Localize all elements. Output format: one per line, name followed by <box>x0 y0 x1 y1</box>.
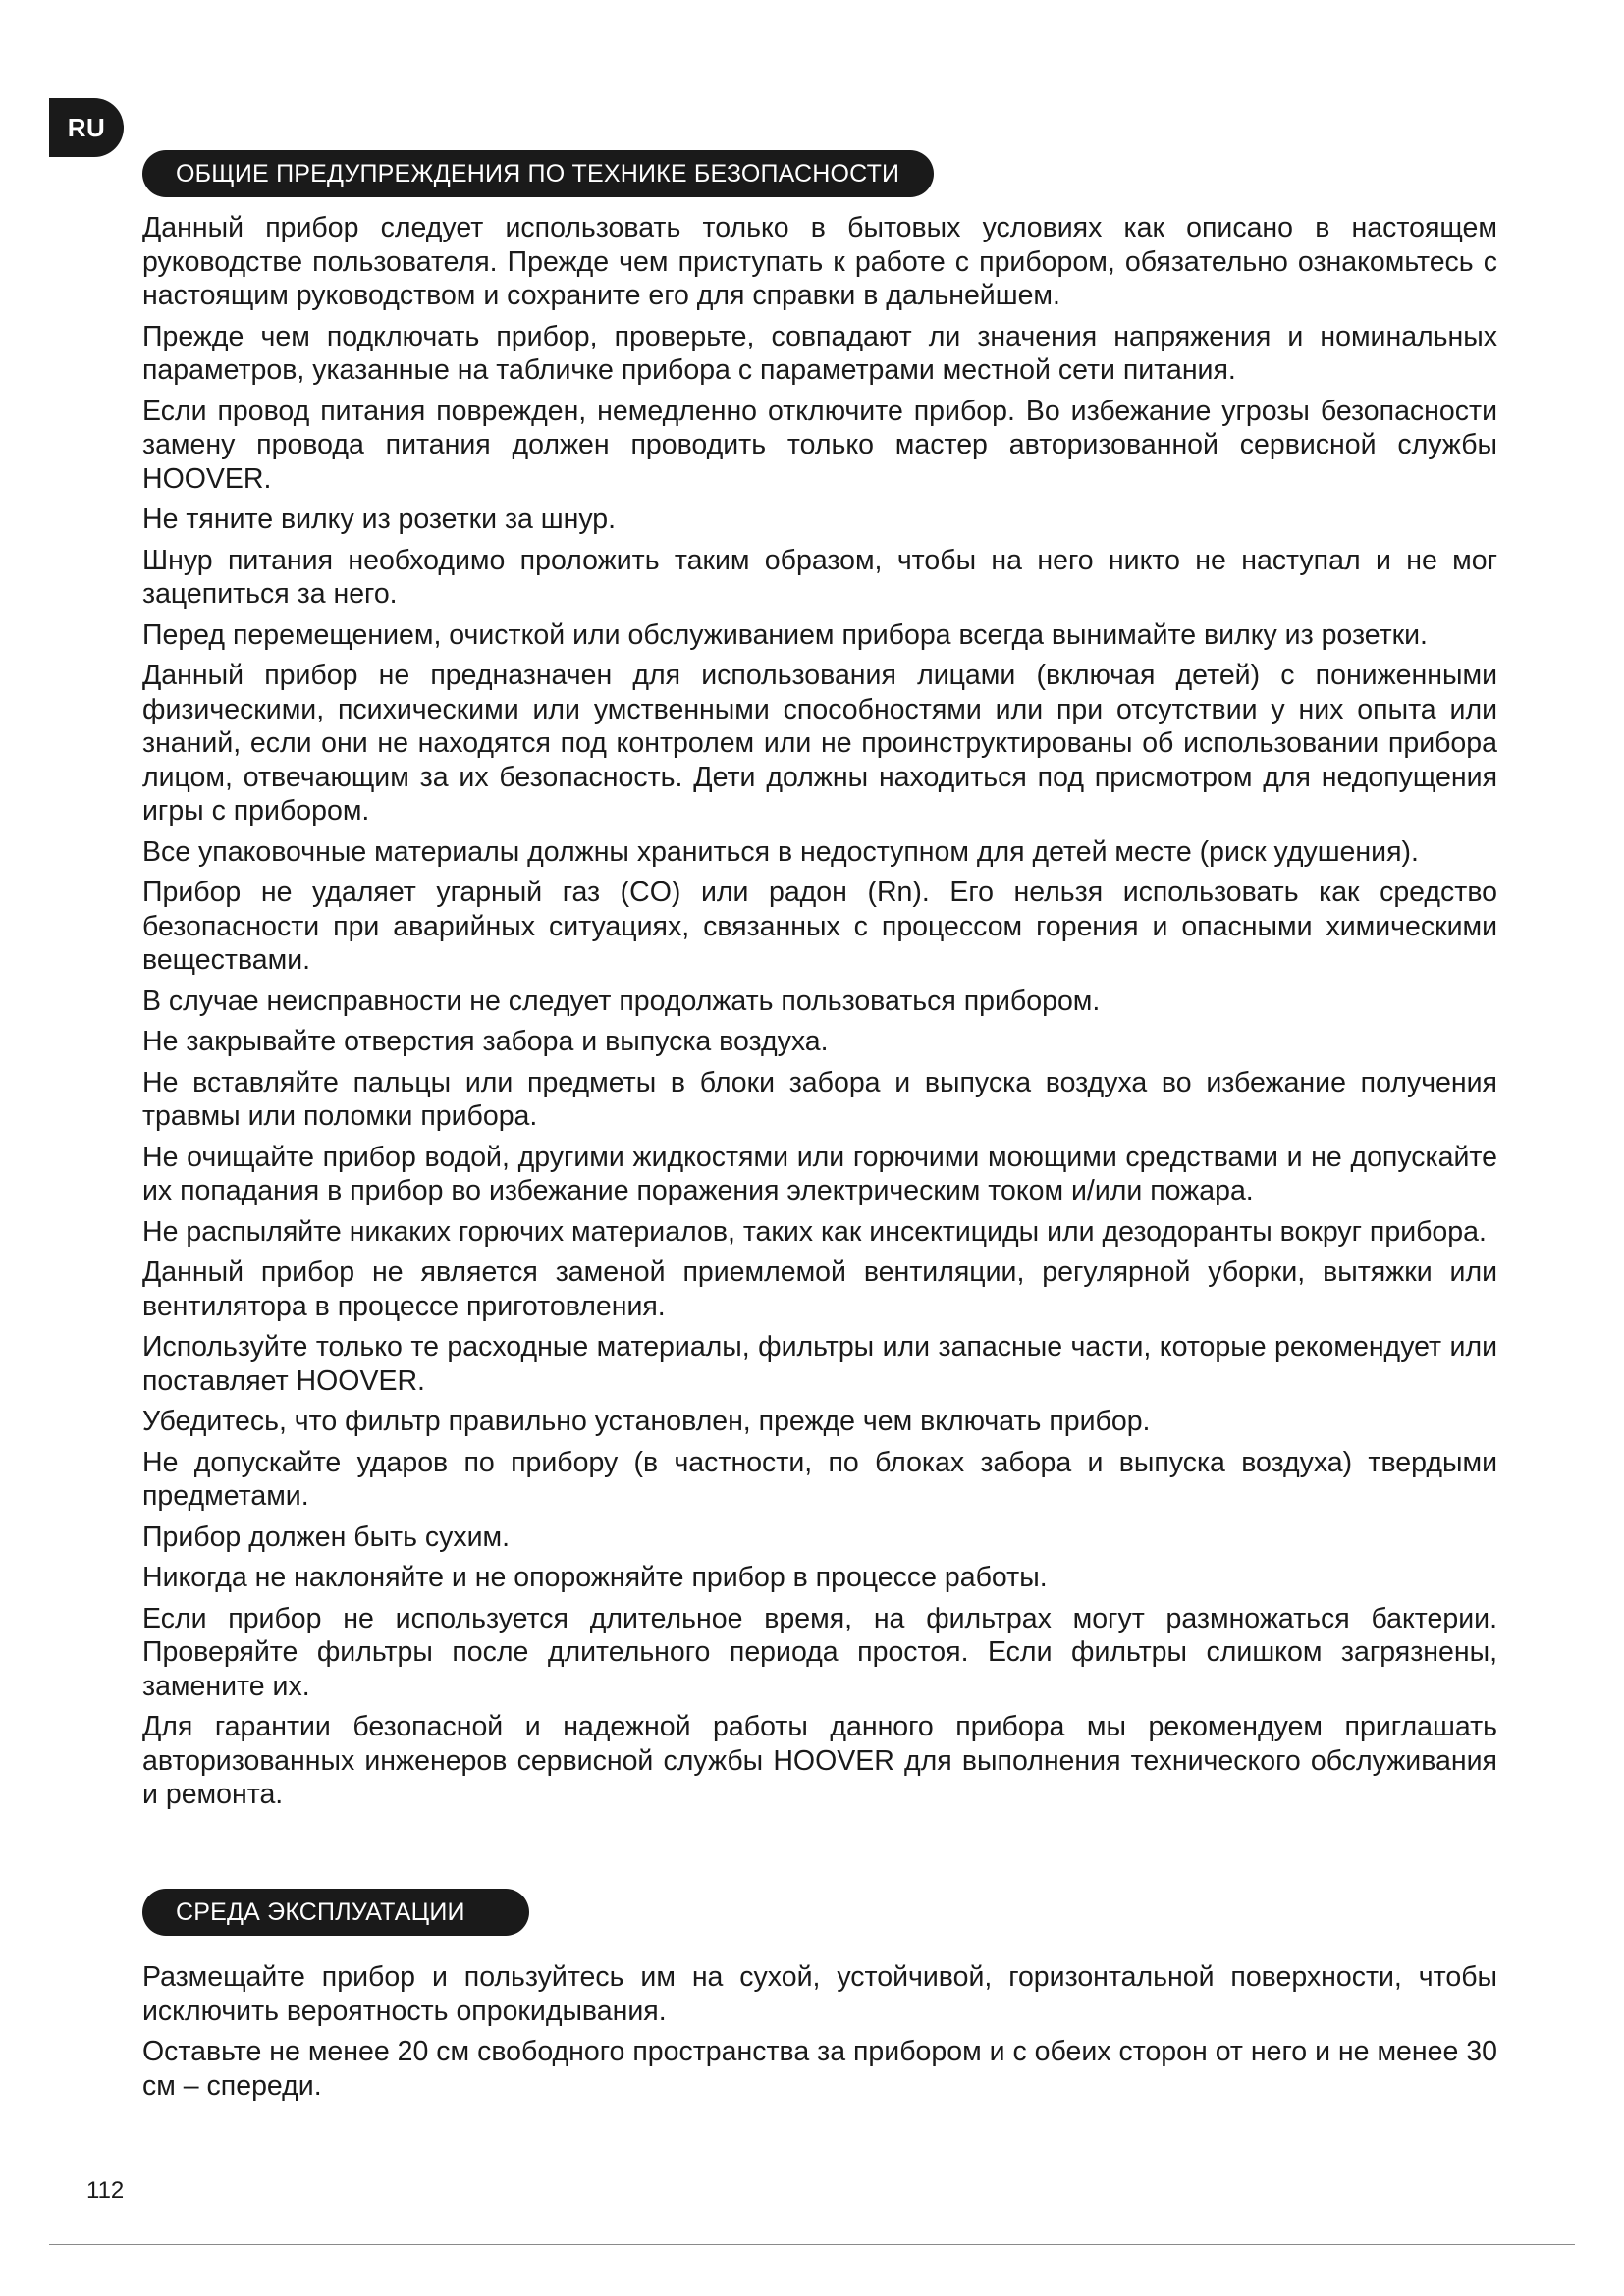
paragraph: Шнур питания необходимо проложить таким образом, чтобы на него никто не наступал и не мог зацепиться за него. <box>142 544 1497 610</box>
paragraph: Никогда не наклоняйте и не опорожняйте прибор в процессе работы. <box>142 1562 1048 1593</box>
paragraph: Оставьте не менее 20 см свободного пространства за прибором и с обеих сторон от него и не менее 30 см – спереди. <box>142 2036 1497 2102</box>
paragraph: Используйте только те расходные материалы, фильтры или запасные части, которые рекомендует или поставляет HOOVER. <box>142 1331 1497 1397</box>
paragraph: Размещайте прибор и пользуйтесь им на сухой, устойчивой, горизонтальной поверхности, чтобы исключить вероятность опрокидывания. <box>142 1961 1497 2027</box>
paragraph: В случае неисправности не следует продолжать пользоваться прибором. <box>142 985 1101 1017</box>
paragraph: Не закрывайте отверстия забора и выпуска воздуха. <box>142 1026 829 1057</box>
paragraph: Данный прибор не предназначен для использования лицами (включая детей) с пониженными физическими, психическими или умственными способностями или при отсутствии у них опыта или знаний, если они не находятся под контролем или не проинструктированы об использовании прибора лицом, отвечающим за их безопасность. Дети должны находиться под присмотром для недопущения игры с прибором. <box>142 660 1497 827</box>
paragraph: Перед перемещением, очисткой или обслуживанием прибора всегда вынимайте вилку из розетки. <box>142 618 1428 651</box>
paragraph: Не допускайте ударов по прибору (в частности, по блоках забора и выпуска воздуха) твердыми предметами. <box>142 1446 1497 1512</box>
language-tab: RU <box>49 98 124 157</box>
paragraph: Данный прибор не является заменой приемлемой вентиляции, регулярной уборки, вытяжки или вентилятора в процессе приготовления. <box>142 1256 1497 1322</box>
paragraph: Прибор должен быть сухим. <box>142 1521 511 1553</box>
paragraph: Для гарантии безопасной и надежной работы данного прибора мы рекомендуем приглашать авторизованных инженеров сервисной службы HOOVER для выполнения технического обслуживания и ремонта. <box>142 1711 1497 1810</box>
paragraph: Данный прибор следует использовать только в бытовых условиях как описано в настоящем руководстве пользователя. Прежде чем приступать к работе с прибором, обязательно ознакомьтесь с настоящим руководством и сохраните его для справки в дальнейшем. <box>142 212 1497 311</box>
paragraph: Не вставляйте пальцы или предметы в блоки забора и выпуска воздуха во избежание получения травмы или поломки прибора. <box>142 1066 1497 1132</box>
section-heading-safety: ОБЩИЕ ПРЕДУПРЕЖДЕНИЯ ПО ТЕХНИКЕ БЕЗОПАСНОСТИ <box>142 150 934 197</box>
section-heading-environment: СРЕДА ЭКСПЛУАТАЦИИ <box>142 1889 529 1936</box>
paragraph: Не тяните вилку из розетки за шнур. <box>142 504 617 535</box>
footer-divider <box>49 2244 1575 2245</box>
paragraph: Не распыляйте никаких горючих материалов, таких как инсектициды или дезодоранты вокруг прибора. <box>142 1215 1487 1248</box>
paragraph: Прежде чем подключать прибор, проверьте, совпадают ли значения напряжения и номинальных параметров, указанные на табличке прибора с параметрами местной сети питания. <box>142 320 1497 386</box>
page-number: 112 <box>86 2177 125 2204</box>
paragraph: Все упаковочные материалы должны храниться в недоступном для детей месте (риск удушения). <box>142 835 1419 868</box>
section-body-environment <box>142 1960 1497 2109</box>
paragraph: Если прибор не используется длительное время, на фильтрах могут размножаться бактерии. Проверяйте фильтры после длительного периода простоя. Если фильтры слишком загрязнены, замените их. <box>142 1602 1497 1702</box>
paragraph: Убедитесь, что фильтр правильно установлен, прежде чем включать прибор. <box>142 1406 1151 1437</box>
paragraph: Прибор не удаляет угарный газ (CO) или радон (Rn). Его нельзя использовать как средство безопасности при аварийных ситуациях, связанных с процессом горения и опасными химическими веществами. <box>142 877 1497 976</box>
paragraph: Не очищайте прибор водой, другими жидкостями или горючими моющими средствами и не допускайте их попадания в прибор во избежание поражения электрическим током и/или пожара. <box>142 1141 1497 1206</box>
section-body-safety <box>142 211 1497 1819</box>
paragraph: Если провод питания поврежден, немедленно отключите прибор. Во избежание угрозы безопасности замену провода питания должен проводить только мастер авторизованной сервисной службы HOOVER. <box>142 395 1497 495</box>
